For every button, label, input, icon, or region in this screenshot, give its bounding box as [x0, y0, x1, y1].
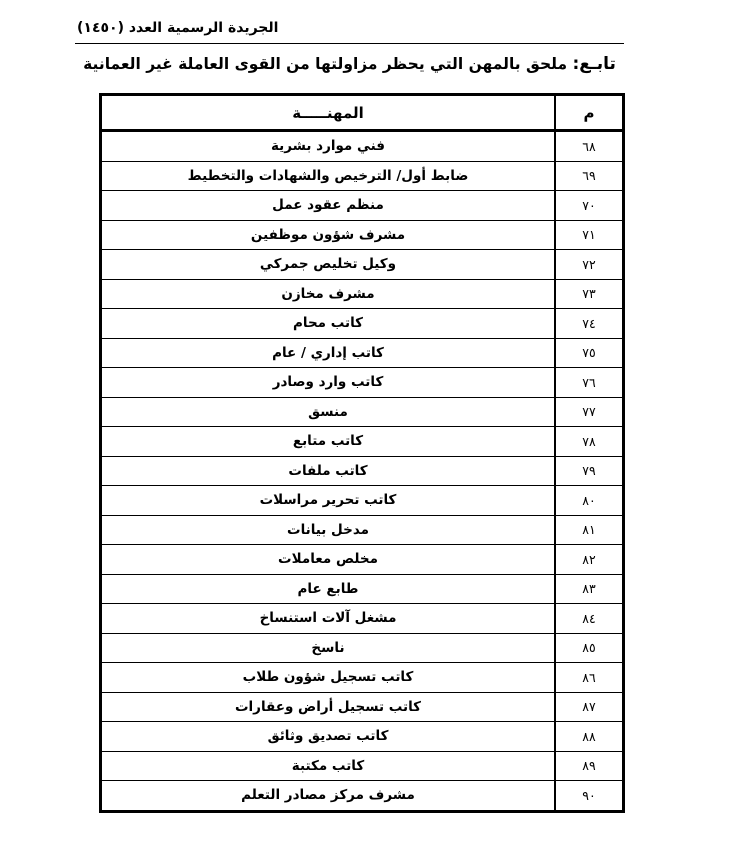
row-profession: فني موارد بشرية	[101, 131, 556, 162]
table-row	[101, 338, 624, 368]
table-row	[101, 279, 624, 309]
table-row	[101, 633, 624, 663]
row-profession: مشرف مركز مصادر التعلم	[101, 781, 556, 812]
row-number: ٦٩	[555, 161, 624, 191]
row-profession: مشرف مخازن	[101, 279, 556, 309]
row-number: ٨١	[555, 515, 624, 545]
table-row	[101, 161, 624, 191]
row-profession: مشغل آلات استنساخ	[101, 604, 556, 634]
table-row	[101, 220, 624, 250]
table-row	[101, 486, 624, 516]
row-profession: وكيل تخليص جمركي	[101, 250, 556, 280]
table-row	[101, 604, 624, 634]
row-number: ٨٧	[555, 692, 624, 722]
row-profession: منسق	[101, 397, 556, 427]
row-profession: مخلص معاملات	[101, 545, 556, 575]
row-profession: كاتب تسجيل شؤون طلاب	[101, 663, 556, 693]
table-row	[101, 574, 624, 604]
table-row	[101, 515, 624, 545]
table-row	[101, 131, 624, 162]
header-num: م	[555, 95, 624, 131]
row-number: ٦٨	[555, 131, 624, 162]
row-number: ٨٤	[555, 604, 624, 634]
row-profession: طابع عام	[101, 574, 556, 604]
row-profession: كاتب تصديق وثائق	[101, 722, 556, 752]
row-profession: كاتب إداري / عام	[101, 338, 556, 368]
table-row	[101, 397, 624, 427]
row-profession: مشرف شؤون موظفين	[101, 220, 556, 250]
row-number: ٧٣	[555, 279, 624, 309]
row-profession: ناسخ	[101, 633, 556, 663]
row-profession: كاتب متابع	[101, 427, 556, 457]
table-row	[101, 191, 624, 221]
row-profession: كاتب تسجيل أراض وعقارات	[101, 692, 556, 722]
row-profession: كاتب وارد وصادر	[101, 368, 556, 398]
table-row	[101, 751, 624, 781]
row-number: ٧٦	[555, 368, 624, 398]
header-profession: المهنـــــة	[101, 95, 556, 131]
row-number: ٨٥	[555, 633, 624, 663]
table-row	[101, 722, 624, 752]
professions-table	[99, 93, 625, 813]
table-row	[101, 781, 624, 812]
table-row	[101, 309, 624, 339]
row-profession: مدخل بيانات	[101, 515, 556, 545]
row-number: ٨٢	[555, 545, 624, 575]
row-profession: كاتب ملفات	[101, 456, 556, 486]
subtitle-lead: تابـع:	[572, 54, 616, 74]
row-number: ٧٠	[555, 191, 624, 221]
gazette-issue-title: الجريدة الرسمية العدد (١٤٥٠)	[77, 20, 279, 36]
row-number: ٨٣	[555, 574, 624, 604]
table-row	[101, 663, 624, 693]
row-profession: كاتب مكتبة	[101, 751, 556, 781]
row-number: ٧٢	[555, 250, 624, 280]
row-number: ٨٠	[555, 486, 624, 516]
page-subtitle	[75, 54, 624, 74]
row-number: ٧٤	[555, 309, 624, 339]
row-profession: كاتب محام	[101, 309, 556, 339]
row-number: ٨٩	[555, 751, 624, 781]
row-profession: منظم عقود عمل	[101, 191, 556, 221]
row-profession: ضابط أول/ الترخيص والشهادات والتخطيط	[101, 161, 556, 191]
running-head	[75, 16, 624, 44]
table-row	[101, 692, 624, 722]
table-row	[101, 427, 624, 457]
row-number: ٨٨	[555, 722, 624, 752]
row-number: ٩٠	[555, 781, 624, 812]
table-row	[101, 368, 624, 398]
row-number: ٧٨	[555, 427, 624, 457]
row-profession: كاتب تحرير مراسلات	[101, 486, 556, 516]
table-row	[101, 250, 624, 280]
table-row	[101, 545, 624, 575]
subtitle-text: ملحق بالمهن التي يحظر مزاولتها من القوى العاملة غير العمانية	[83, 55, 568, 73]
row-number: ٧١	[555, 220, 624, 250]
row-number: ٧٩	[555, 456, 624, 486]
row-number: ٨٦	[555, 663, 624, 693]
row-number: ٧٥	[555, 338, 624, 368]
table-header-row	[101, 95, 624, 131]
table-row	[101, 456, 624, 486]
row-number: ٧٧	[555, 397, 624, 427]
